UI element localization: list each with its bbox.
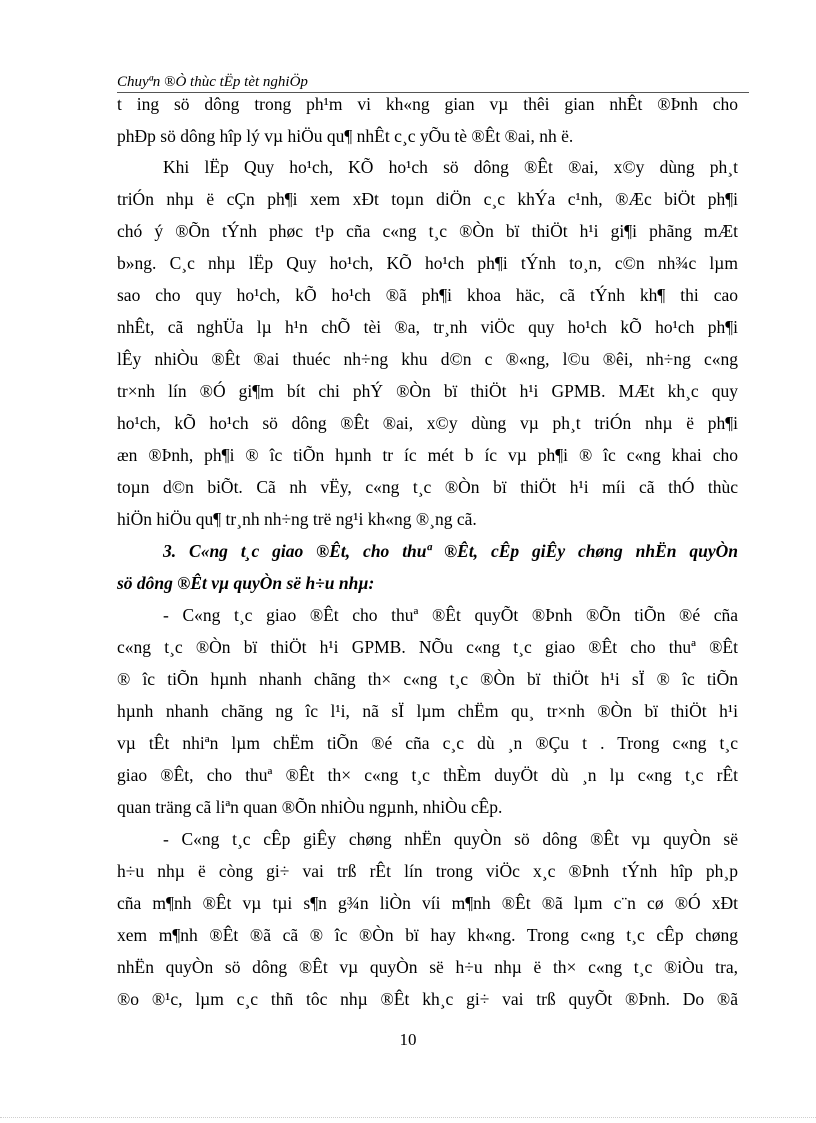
body-line: c«ng t¸c ®Òn bï thiÖt h¹i GPMB. NÕu c«ng t¸c giao ®Êt cho thuª ®Êt: [117, 637, 738, 657]
running-header: Chuyªn ®Ò thùc tËp tèt nghiÖp: [117, 74, 308, 90]
body-line: hµnh nhanh chãng ng îc l¹i, nã sÏ lµm chËm qu¸ tr×nh ®Òn bï thiÖt h¹i: [117, 701, 738, 721]
body-line: - C«ng t¸c cÊp giÊy chøng nhËn quyÒn sö dông ®Êt vµ quyÒn së: [163, 829, 738, 849]
body-line: t ing sö dông trong ph¹m vi kh«ng gian vµ thêi gian nhÊt ®Þnh cho: [117, 94, 738, 114]
body-line: phÐp sö dông hîp lý vµ hiÖu qu¶ nhÊt c¸c yÕu tè ®Êt ®ai, nh ë.: [117, 126, 574, 146]
page-number: 10: [399, 1030, 417, 1049]
body-line: æn ®Þnh, ph¶i ® îc tiÕn hµnh tr íc mét b íc vµ ph¶i ® îc c«ng khai cho: [117, 445, 738, 465]
body-line: sao cho quy ho¹ch, kÕ ho¹ch ®ã ph¶i khoa häc, cã tÝnh kh¶ thi cao: [117, 285, 738, 305]
section-heading: sö dông ®Êt vµ quyÒn së h÷u nhµ:: [117, 573, 375, 593]
body-line: Khi lËp Quy ho¹ch, KÕ ho¹ch sö dông ®Êt ®ai, x©y dùng ph¸t: [163, 157, 738, 177]
body-line: h÷u nhµ ë còng gi÷ vai trß rÊt lín trong viÖc x¸c ®Þnh tÝnh hîp ph¸p: [117, 861, 738, 881]
body-line: xem m¶nh ®Êt ®ã cã ® îc ®Òn bï hay kh«ng. Trong c«ng t¸c cÊp chøng: [117, 925, 738, 945]
body-line: chó ý ®Õn tÝnh phøc t¹p cña c«ng t¸c ®Òn bï thiÖt h¹i gi¶i phãng mÆt: [117, 221, 738, 241]
body-line: cña m¶nh ®Êt vµ tµi s¶n g¾n liÒn víi m¶nh ®Êt ®ã lµm c¨n cø ®Ó xÐt: [117, 893, 738, 913]
body-line: b»ng. C¸c nhµ lËp Quy ho¹ch, KÕ ho¹ch ph¶i tÝnh to¸n, c©n nh¾c lµm: [117, 253, 738, 273]
body-line: hiÖn hiÖu qu¶ tr¸nh nh÷ng trë ng¹i kh«ng ®¸ng cã.: [117, 509, 477, 529]
page-bottom-edge: [0, 1117, 816, 1118]
body-line: toµn d©n biÕt. Cã nh vËy, c«ng t¸c ®Òn bï thiÖt h¹i míi cã thÓ thùc: [117, 477, 738, 497]
body-line: giao ®Êt, cho thuª ®Êt th× c«ng t¸c thÈm duyÖt dù ¸n lµ c«ng t¸c rÊt: [117, 765, 738, 785]
body-line: nhËn quyÒn sö dông ®Êt vµ quyÒn së h÷u nhµ ë th× c«ng t¸c ®iÒu tra,: [117, 957, 738, 977]
body-line: - C«ng t¸c giao ®Êt cho thuª ®Êt quyÕt ®Þnh ®Õn tiÕn ®é cña: [163, 605, 738, 625]
header-rule: [117, 92, 749, 93]
body-line: triÓn nhµ ë cÇn ph¶i xem xÐt toµn diÖn c¸c khÝa c¹nh, ®Æc biÖt ph¶i: [117, 189, 738, 209]
body-line: lÊy nhiÒu ®Êt ®ai thuéc nh÷ng khu d©n c ®«ng, l©u ®êi, nh÷ng c«ng: [117, 349, 738, 369]
body-line: vµ tÊt nhiªn lµm chËm tiÕn ®é cña c¸c dù ¸n ®Çu t . Trong c«ng t¸c: [117, 733, 738, 753]
section-heading: 3. C«ng t¸c giao ®Êt, cho thuª ®Êt, cÊp giÊy chøng nhËn quyÒn: [163, 541, 738, 561]
body-line: ho¹ch, kÕ ho¹ch sö dông ®Êt ®ai, x©y dùng vµ ph¸t triÓn nhµ ë ph¶i: [117, 413, 738, 433]
body-line: nhÊt, cã nghÜa lµ h¹n chÕ tèi ®a, tr¸nh viÖc quy ho¹ch kÕ ho¹ch ph¶i: [117, 317, 738, 337]
body-line: quan träng cã liªn quan ®Õn nhiÒu ngµnh, nhiÒu cÊp.: [117, 797, 503, 817]
body-line: ® îc tiÕn hµnh nhanh chãng th× c«ng t¸c ®Òn bï thiÖt h¹i sÏ ® îc tiÕn: [117, 669, 738, 689]
body-line: ®o ®¹c, lµm c¸c thñ tôc nhµ ®Êt kh¸c gi÷ vai trß quyÕt ®Þnh. Do ®ã: [117, 989, 738, 1009]
body-line: tr×nh lín ®Ó gi¶m bít chi phÝ ®Òn bï thiÖt h¹i GPMB. MÆt kh¸c quy: [117, 381, 738, 401]
